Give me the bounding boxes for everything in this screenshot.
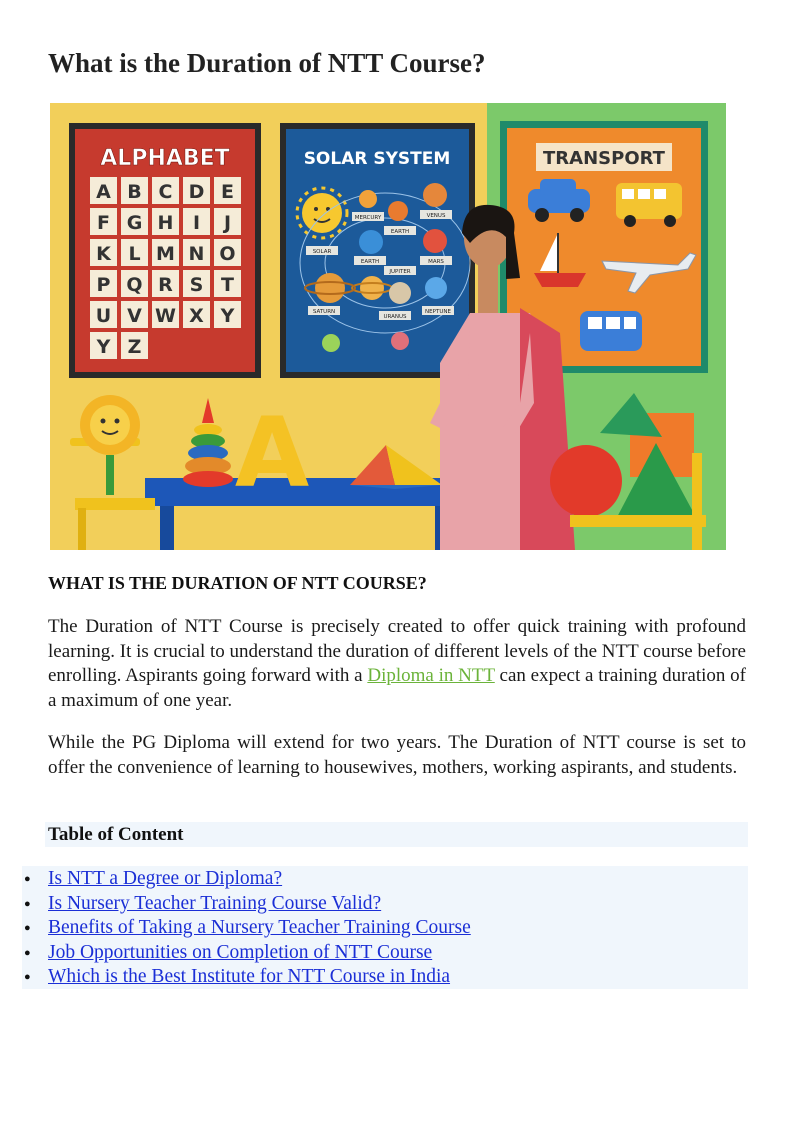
planet-label: NEPTUNE	[425, 309, 451, 315]
alphabet-letter: M	[156, 243, 175, 265]
planet-label: EARTH	[390, 229, 410, 235]
bullet-icon: ●	[24, 946, 31, 959]
planet-label: JUPITER	[389, 269, 411, 275]
alphabet-letter: H	[157, 212, 174, 234]
toc-link[interactable]: Benefits of Taking a Nursery Teacher Training Course	[48, 917, 471, 939]
alphabet-letter: Q	[126, 274, 143, 296]
paragraph-text: The Duration of NTT Course is precisely created to offer quick training with profound learning. It is crucial to understand the duration of different levels of the NTT course before enrolling. Aspirants going forward with a	[48, 616, 746, 686]
alphabet-letter: J	[223, 212, 232, 234]
page-title: What is the Duration of NTT Course?	[48, 48, 486, 78]
alphabet-letter: U	[95, 305, 112, 327]
planet-label: VENUS	[426, 213, 446, 219]
alphabet-letter: C	[158, 181, 173, 203]
paragraph-pg-diploma: While the PG Diploma will extend for two years. The Duration of NTT course is set to offer the convenience of learning to housewives, mothers, working aspirants, and students.	[48, 732, 746, 778]
bullet-icon: ●	[24, 873, 31, 886]
diploma-in-ntt-link[interactable]: Diploma in NTT	[367, 665, 495, 686]
alphabet-letter: Y	[220, 305, 235, 327]
bullet-icon: ●	[24, 897, 31, 910]
alphabet-letter: Z	[127, 336, 142, 358]
toc-item	[22, 965, 471, 990]
paragraph-text: can expect a training duration of a maximum of one year.	[48, 665, 746, 711]
hero-image	[50, 103, 726, 550]
alphabet-letter: D	[188, 181, 205, 203]
planet-label: SATURN	[312, 309, 336, 315]
toc-item	[22, 916, 471, 941]
planet-label: SOLAR	[312, 249, 332, 255]
solar-system-poster	[280, 123, 475, 378]
toc-item	[22, 892, 471, 917]
toc-link[interactable]: Is Nursery Teacher Training Course Valid?	[48, 892, 382, 914]
solar-system-poster-title: SOLAR SYSTEM	[303, 149, 451, 169]
toc-item	[22, 867, 471, 892]
toc-link[interactable]: Which is the Best Institute for NTT Course in India	[48, 966, 451, 988]
toc-item	[22, 941, 471, 966]
paragraph-duration-intro	[48, 615, 746, 713]
alphabet-letter: V	[127, 305, 142, 327]
letter-a-block: A	[234, 397, 310, 509]
alphabet-letter: T	[221, 274, 234, 296]
alphabet-letter: P	[96, 274, 111, 296]
alphabet-letter: I	[192, 212, 201, 234]
toc-link[interactable]: Is NTT a Degree or Diploma?	[48, 868, 283, 890]
alphabet-letter: A	[96, 181, 111, 203]
alphabet-poster-title: ALPHABET	[100, 146, 230, 171]
alphabet-letter: N	[188, 243, 205, 265]
planet-label: URANUS	[383, 314, 407, 320]
planet-label: MERCURY	[354, 215, 382, 221]
train-icon	[580, 311, 642, 351]
alphabet-letter: O	[219, 243, 236, 265]
alphabet-letter: G	[126, 212, 143, 234]
alphabet-letter: W	[155, 305, 176, 327]
toc-list	[22, 867, 471, 990]
transport-poster-title: TRANSPORT	[543, 148, 665, 169]
section-heading: WHAT IS THE DURATION OF NTT COURSE?	[48, 573, 427, 593]
sun-icon	[302, 193, 342, 233]
alphabet-letter: F	[97, 212, 110, 234]
alphabet-letter: K	[96, 243, 111, 265]
planet-label: MARS	[428, 259, 444, 265]
alphabet-letter: S	[189, 274, 204, 296]
bullet-icon: ●	[24, 971, 31, 984]
planet-label: EARTH	[360, 259, 380, 265]
alphabet-letter: L	[128, 243, 141, 265]
alphabet-letter: E	[221, 181, 234, 203]
toc-link[interactable]: Job Opportunities on Completion of NTT Course	[48, 941, 433, 963]
alphabet-letter: R	[158, 274, 173, 296]
alphabet-letter: Y	[96, 336, 111, 358]
alphabet-letter: B	[127, 181, 142, 203]
alphabet-poster	[69, 123, 261, 378]
bullet-icon: ●	[24, 922, 31, 935]
toc-heading: Table of Content	[48, 824, 184, 845]
alphabet-letter: X	[189, 305, 204, 327]
